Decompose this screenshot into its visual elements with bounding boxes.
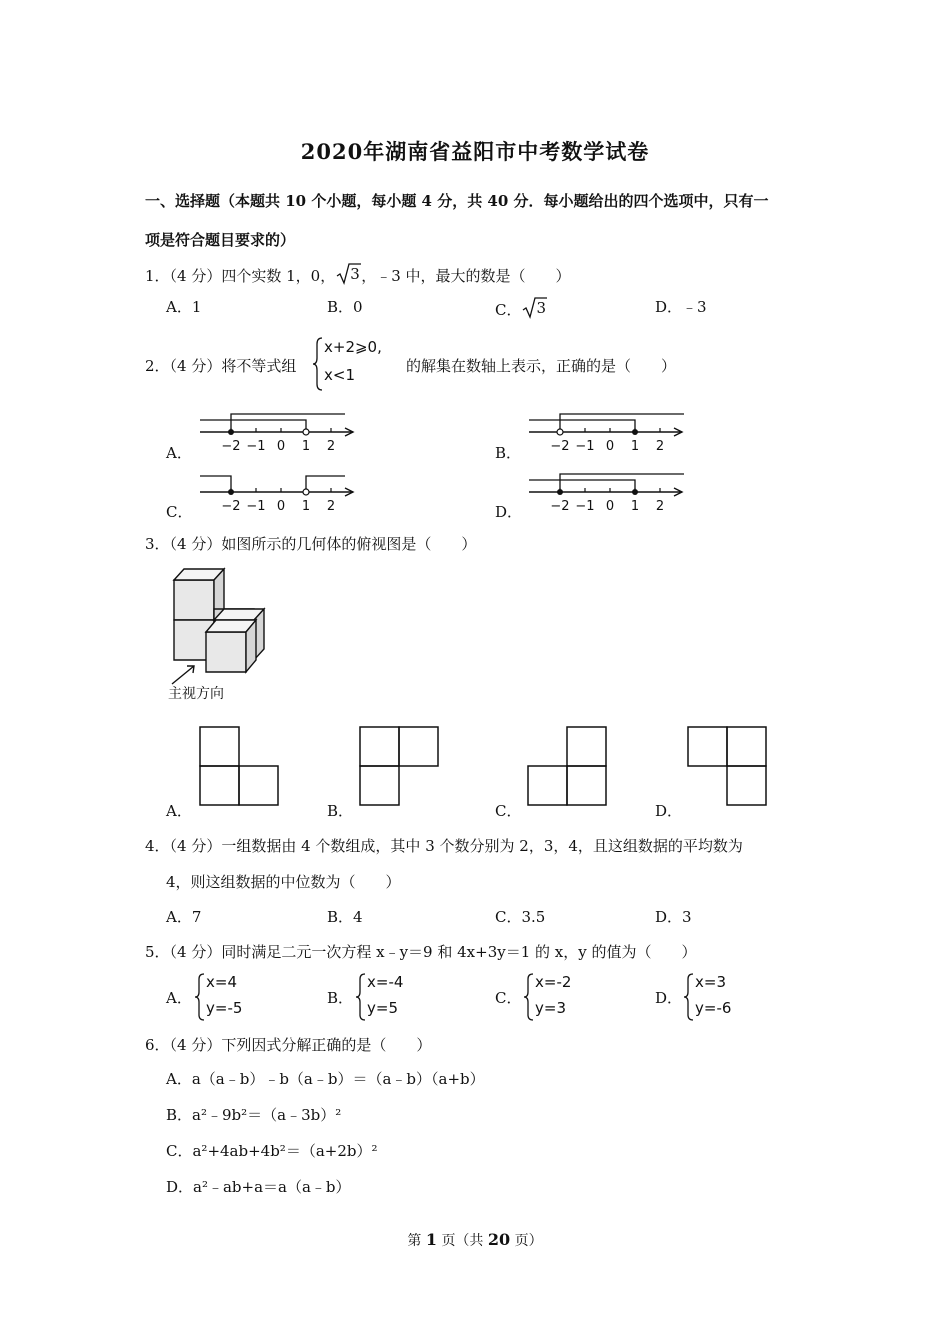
q5-option-c-system[interactable]: x=-2 y=3 <box>523 972 593 1022</box>
svg-text:−1: −1 <box>575 439 595 454</box>
q5-option-b-label[interactable]: B． <box>327 989 354 1007</box>
svg-text:−1: −1 <box>246 499 266 514</box>
top-view-b[interactable] <box>359 726 441 808</box>
q1-option-b[interactable]: B．0 <box>327 298 363 316</box>
brace-icon <box>355 972 367 1022</box>
q5-option-a-system[interactable]: x=4 y=-5 <box>194 972 264 1022</box>
q2-option-a-label[interactable]: A． <box>166 444 192 462</box>
number-line-b[interactable] <box>524 408 689 458</box>
q2-option-d-label[interactable]: D． <box>495 503 523 521</box>
question-4-line1: 4．（4 分）一组数据由 4 个数组成，其中 3 个数分别为 2，3，4，且这组数据的平均数为 <box>145 837 743 855</box>
page-footer: 第 1 页（共 20 页） <box>407 1230 543 1249</box>
q5-option-d-label[interactable]: D． <box>655 989 683 1007</box>
q3-option-d-label[interactable]: D． <box>655 802 683 820</box>
page-number: 1 <box>425 1230 437 1249</box>
section-heading-line2: 项是符合题目要求的） <box>145 231 296 249</box>
top-view-a[interactable] <box>199 726 281 808</box>
svg-text:2: 2 <box>326 499 336 514</box>
q5-option-a-label[interactable]: A． <box>166 989 192 1007</box>
page-total: 20 <box>487 1230 511 1249</box>
page-title: 2020年湖南省益阳市中考数学试卷 <box>300 139 650 164</box>
system-line-2: x<1 <box>324 366 355 384</box>
q4-option-b[interactable]: B．4 <box>327 908 363 926</box>
q2-option-b-label[interactable]: B． <box>495 444 522 462</box>
top-view-d[interactable] <box>687 726 769 808</box>
top-view-c[interactable] <box>527 726 609 808</box>
q5-option-d-system[interactable]: x=3 y=-6 <box>683 972 753 1022</box>
q2-option-c-label[interactable]: C． <box>166 503 193 521</box>
svg-text:2: 2 <box>655 499 665 514</box>
inequality-system <box>312 336 402 392</box>
question-3-stem: 3．（4 分）如图所示的几何体的俯视图是（ ） <box>145 535 477 553</box>
question-4-line2: 4，则这组数据的中位数为（ ） <box>166 873 401 891</box>
q5-option-c-label[interactable]: C． <box>495 989 522 1007</box>
svg-text:0: 0 <box>276 499 286 514</box>
svg-text:−1: −1 <box>575 499 595 514</box>
brace-icon <box>194 972 206 1022</box>
q6-option-a[interactable]: A．a（a﹣b）﹣b（a﹣b）＝（a﹣b）（a+b） <box>166 1070 485 1088</box>
svg-text:1: 1 <box>630 439 640 454</box>
q3-option-c-label[interactable]: C． <box>495 802 522 820</box>
q6-option-c[interactable]: C．a²+4ab+4b²＝（a+2b）² <box>166 1142 378 1160</box>
question-1-stem <box>145 262 571 286</box>
number-line-d[interactable] <box>524 468 689 518</box>
sqrt-expression: 3 <box>521 296 547 318</box>
q3-option-a-label[interactable]: A． <box>166 802 192 820</box>
q1-option-c[interactable]: C． 3 <box>495 296 547 320</box>
question-1-number: 1．（4 分）四个实数 1，0， <box>145 267 336 285</box>
svg-text:−2: −2 <box>550 499 570 514</box>
q3-option-b-label[interactable]: B． <box>327 802 354 820</box>
q4-option-d[interactable]: D．3 <box>655 908 692 926</box>
question-2-tail: 的解集在数轴上表示，正确的是（ ） <box>406 357 677 375</box>
number-line-a[interactable] <box>195 408 360 458</box>
svg-text:0: 0 <box>605 439 615 454</box>
q5-option-b-system[interactable]: x=-4 y=5 <box>355 972 425 1022</box>
system-line-1: x+2⩾0, <box>324 338 382 356</box>
brace-icon <box>523 972 535 1022</box>
svg-text:2: 2 <box>326 439 336 454</box>
brace-icon <box>312 336 324 392</box>
question-5-stem: 5．（4 分）同时满足二元一次方程 x﹣y＝9 和 4x+3y＝1 的 x，y 的值为（ ） <box>145 943 697 961</box>
section-heading-line1: 一、选择题（本题共 10 个小题，每小题 4 分，共 40 分．每小题给出的四个选项中，只有一 <box>145 192 769 210</box>
cube-solid-figure <box>160 562 275 707</box>
svg-text:1: 1 <box>301 499 311 514</box>
question-6-stem: 6．（4 分）下列因式分解正确的是（ ） <box>145 1036 432 1054</box>
sqrt-expression: 3 <box>335 262 361 284</box>
svg-text:1: 1 <box>301 439 311 454</box>
q1-option-d[interactable]: D．﹣3 <box>655 298 707 316</box>
svg-text:1: 1 <box>630 499 640 514</box>
q4-option-c[interactable]: C．3.5 <box>495 908 546 926</box>
view-direction-label: 主视方向 <box>168 686 224 702</box>
q1-option-a[interactable]: A．1 <box>166 298 202 316</box>
svg-text:0: 0 <box>605 499 615 514</box>
question-2-number: 2．（4 分）将不等式组 <box>145 357 297 375</box>
svg-text:2: 2 <box>655 439 665 454</box>
q6-option-d[interactable]: D．a²﹣ab+a＝a（a﹣b） <box>166 1178 351 1196</box>
svg-text:−2: −2 <box>550 439 570 454</box>
svg-text:−1: −1 <box>246 439 266 454</box>
svg-text:0: 0 <box>276 439 286 454</box>
q6-option-b[interactable]: B．a²﹣9b²＝（a﹣3b）² <box>166 1106 342 1124</box>
brace-icon <box>683 972 695 1022</box>
svg-text:−2: −2 <box>221 499 241 514</box>
svg-text:−2: −2 <box>221 439 241 454</box>
q4-option-a[interactable]: A．7 <box>166 908 202 926</box>
question-1-tail: ，﹣3 中，最大的数是（ ） <box>361 267 571 285</box>
number-line-c[interactable] <box>195 468 360 518</box>
